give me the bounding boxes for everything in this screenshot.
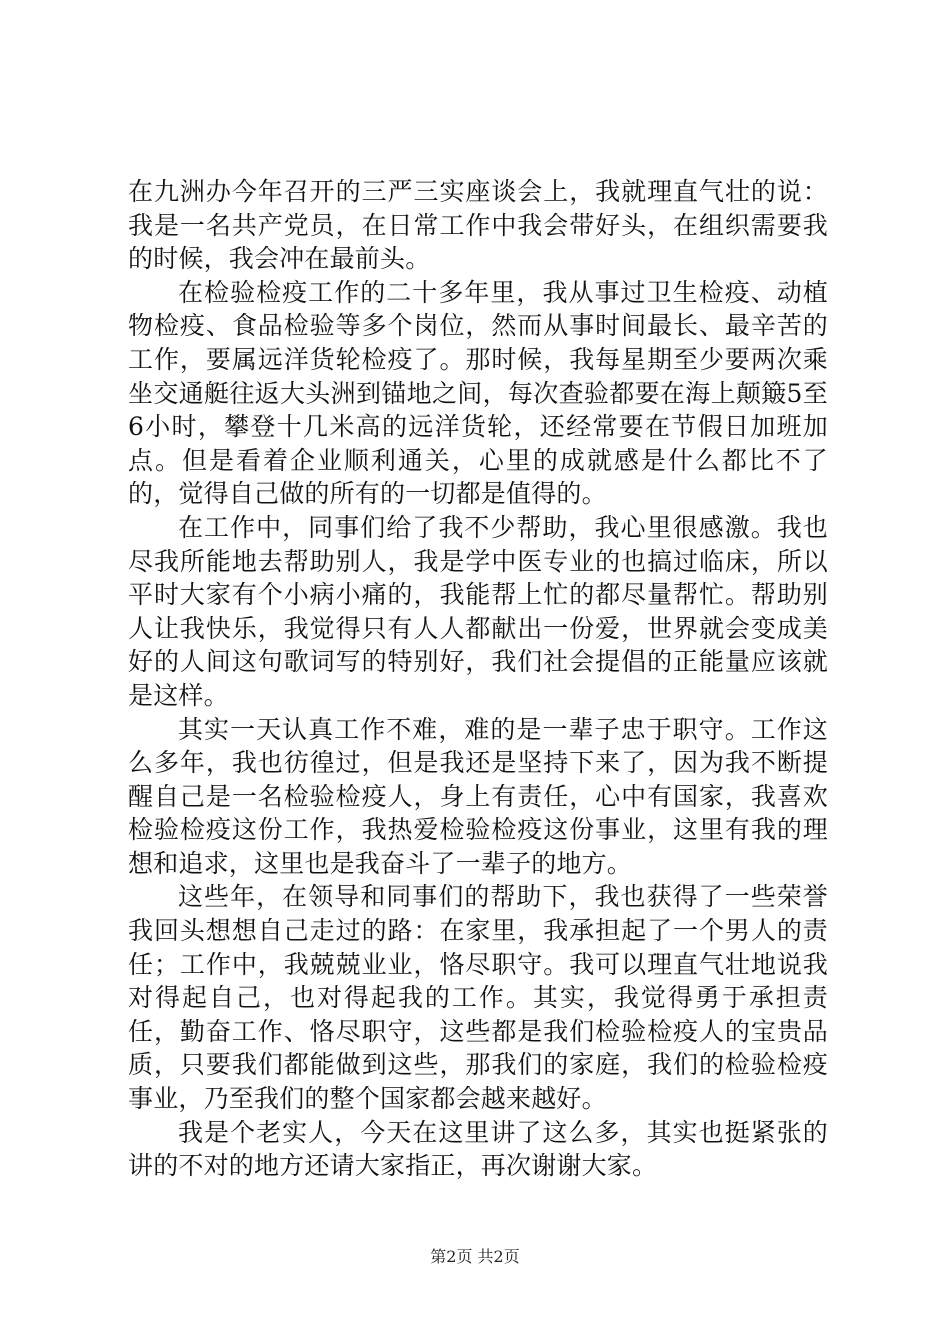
document-body	[128, 175, 828, 1183]
page-number-footer: 第2页 共2页	[430, 1247, 520, 1266]
paragraph-3: 在工作中，同事们给了我不少帮助，我心里很感激。我也尽我所能地去帮助别人，我是学中医专业的也搞过临床，所以平时大家有个小病小痛的，我能帮上忙的都尽量帮忙。帮助别人让我快乐，我觉得只有人人都献出一份爱，世界就会变成美好的人间这句歌词写的特别好，我们社会提倡的正能量应该就是这样。	[128, 512, 828, 710]
paragraph-6: 我是个老实人，今天在这里讲了这么多，其实也挺紧张的讲的不对的地方还请大家指正，再次谢谢大家。	[128, 1117, 828, 1181]
paragraph-5: 这些年，在领导和同事们的帮助下，我也获得了一些荣誉我回头想想自己走过的路：在家里，我承担起了一个男人的责任；工作中，我兢兢业业，恪尽职守。我可以理直气壮地说我对得起自己，也对得起我的工作。其实，我觉得勇于承担责任，勤奋工作、恪尽职守，这些都是我们检验检疫人的宝贵品质，只要我们都能做到这些，那我们的家庭，我们的检验检疫事业，乃至我们的整个国家都会越来越好。	[128, 882, 828, 1114]
paragraph-4: 其实一天认真工作不难，难的是一辈子忠于职守。工作这么多年，我也彷徨过，但是我还是坚持下来了，因为我不断提醒自己是一名检验检疫人，身上有责任，心中有国家，我喜欢检验检疫这份工作，我热爱检验检疫这份事业，这里有我的理想和追求，这里也是我奋斗了一辈子的地方。	[128, 714, 828, 878]
paragraph-1: 在九洲办今年召开的三严三实座谈会上，我就理直气壮的说：我是一名共产党员，在日常工作中我会带好头，在组织需要我的时候，我会冲在最前头。	[128, 177, 828, 274]
paragraph-2: 在检验检疫工作的二十多年里，我从事过卫生检疫、动植物检疫、食品检验等多个岗位，然而从事时间最长、最辛苦的工作，要属远洋货轮检疫了。那时候，我每星期至少要两次乘坐交通艇往返大头洲到锚地之间，每次查验都要在海上颠簸5至6小时，攀登十几米高的远洋货轮，还经常要在节假日加班加点。但是看着企业顺利通关，心里的成就感是什么都比不了的，觉得自己做的所有的一切都是值得的。	[128, 277, 828, 509]
